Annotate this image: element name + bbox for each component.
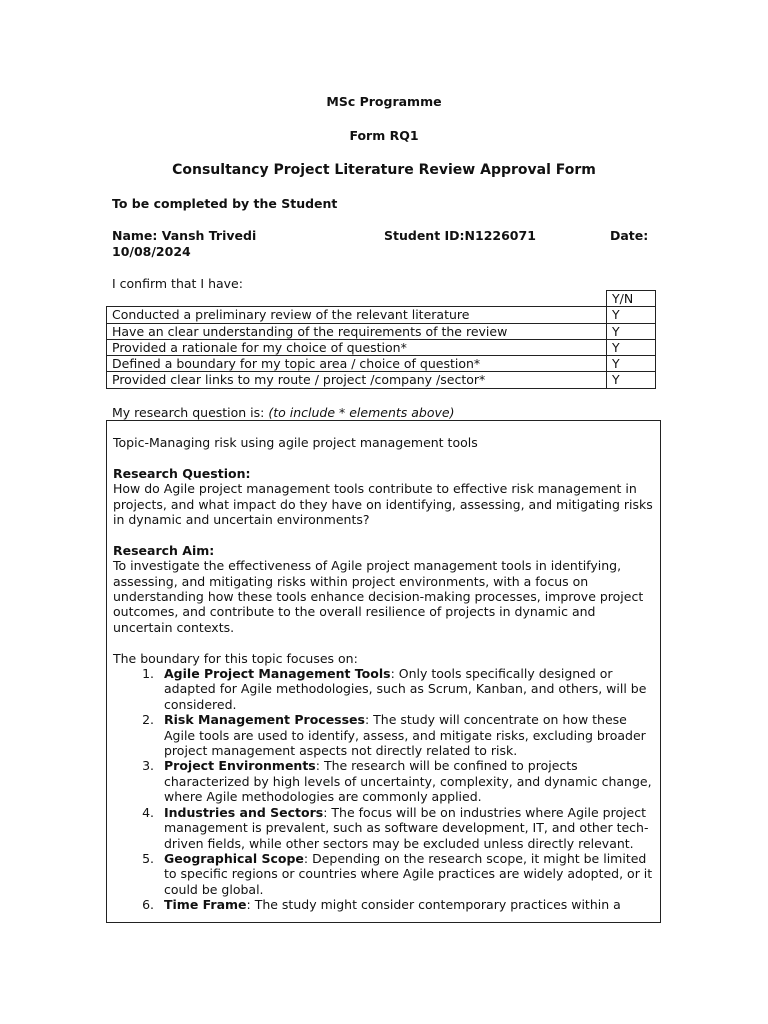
form-code-heading: Form RQ1	[349, 128, 419, 143]
research-question-text: How do Agile project management tools contribute to effective risk management in projects, and what impact do they have on identifying, assessing, and mitigating risks in dynamic and uncertain environments?	[113, 481, 653, 528]
boundary-text: : The study will concentrate on how these Agile tools are used to identify, assess, and mitigate risks, excluding broader project management aspects not directly related to risk.	[164, 712, 646, 759]
confirmation-checklist	[106, 290, 656, 389]
research-question-note: (to include * elements above)	[268, 405, 455, 420]
research-question-heading: Research Question:	[113, 465, 251, 481]
checklist-row	[107, 372, 656, 388]
form-title: Consultancy Project Literature Review Approval Form	[172, 162, 596, 178]
student-name: Name: Vansh Trivedi	[112, 228, 257, 243]
boundary-term: Project Environments	[164, 758, 316, 774]
research-question-label: My research question is:	[112, 405, 269, 420]
boundary-term: Industries and Sectors	[164, 804, 324, 820]
boundary-intro: The boundary for this topic focuses on:	[113, 650, 358, 666]
checklist-answer[interactable]: Y	[607, 356, 656, 372]
boundary-term: Time Frame	[164, 897, 247, 913]
boundary-item	[158, 712, 653, 758]
research-question-box[interactable]	[106, 420, 661, 923]
date-value: 10/08/2024	[112, 244, 191, 259]
checklist-row	[107, 323, 656, 339]
boundary-item	[158, 805, 653, 851]
boundary-item	[158, 851, 653, 897]
checklist-answer[interactable]: Y	[607, 339, 656, 355]
research-aim-heading: Research Aim:	[113, 542, 215, 558]
programme-heading: MSc Programme	[326, 94, 442, 109]
checklist-header-blank	[107, 291, 607, 307]
checklist-item: Conducted a preliminary review of the relevant literature	[107, 307, 607, 323]
boundary-text: : The research will be confined to projects characterized by high levels of uncertainty, complexity, and dynamic change, where Agile methodologies are commonly applied.	[164, 758, 652, 805]
checklist-row	[107, 307, 656, 323]
research-topic: Topic-Managing risk using agile project management tools	[113, 435, 478, 450]
checklist-item: Defined a boundary for my topic area / choice of question*	[107, 356, 607, 372]
checklist-row	[107, 339, 656, 355]
checklist-row	[107, 356, 656, 372]
boundary-term: Risk Management Processes	[164, 712, 365, 728]
research-question-content	[113, 435, 653, 913]
boundary-text: : Only tools specifically designed or adapted for Agile methodologies, such as Scrum, Kanban, and others, will be considered.	[164, 666, 647, 712]
boundary-text: : The focus will be on industries where Agile project management is prevalent, such as software development, IT, and other tech-driven fields, while other sectors may be excluded unless directly relevant.	[164, 804, 649, 851]
research-aim-text: To investigate the effectiveness of Agile project management tools in identifying, assessing, and mitigating risks within project environments, with a focus on understanding how these tools enhance decision-making processes, improve project outcomes, and contribute to the overall resilience of projects in dynamic and uncertain contexts.	[113, 558, 644, 635]
checklist-item: Have an clear understanding of the requirements of the review	[107, 323, 607, 339]
boundary-term: Geographical Scope	[164, 850, 304, 866]
boundary-list	[113, 666, 653, 913]
confirm-text: I confirm that I have:	[112, 276, 243, 291]
student-id: Student ID:N1226071	[384, 228, 536, 243]
checklist-header-row	[107, 291, 656, 307]
section-label: To be completed by the Student	[112, 196, 338, 211]
checklist-item: Provided clear links to my route / project /company /sector*	[107, 372, 607, 388]
boundary-item	[158, 666, 653, 712]
boundary-term: Agile Project Management Tools	[164, 666, 391, 682]
date-label: Date:	[610, 228, 649, 243]
boundary-item	[158, 897, 653, 912]
boundary-text: : Depending on the research scope, it might be limited to specific regions or countries where Agile practices are widely adopted, or it could be global.	[164, 850, 653, 897]
boundary-text: : The study might consider contemporary practices within a	[246, 897, 621, 913]
checklist-answer[interactable]: Y	[607, 372, 656, 388]
checklist-answer[interactable]: Y	[607, 307, 656, 323]
checklist-answer[interactable]: Y	[607, 323, 656, 339]
checklist-header-yn: Y/N	[607, 291, 656, 307]
research-question-intro	[112, 405, 454, 420]
checklist-item: Provided a rationale for my choice of question*	[107, 339, 607, 355]
boundary-item	[158, 758, 653, 804]
